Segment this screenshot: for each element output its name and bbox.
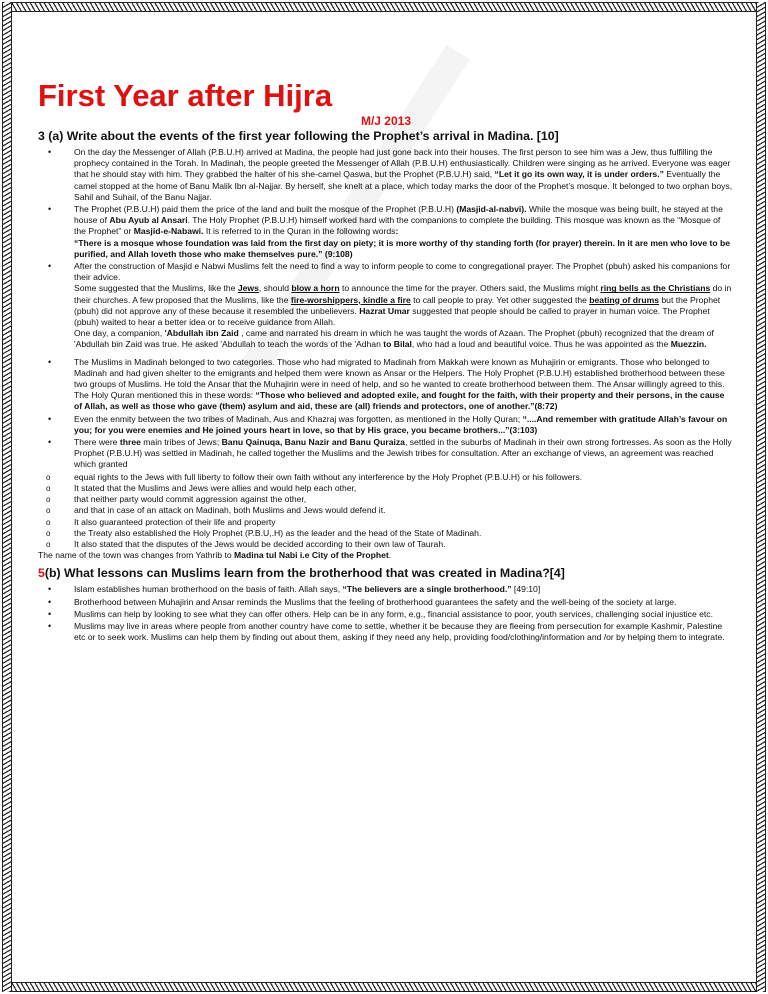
bullet-item	[38, 437, 734, 471]
closing-statement	[38, 550, 734, 561]
text-run: Some suggested that the Muslims, like the	[74, 283, 238, 294]
text-run: [49:10]	[511, 584, 541, 595]
treaty-term-item: o It stated that the Muslims and Jews were allies and would help each other,	[38, 483, 734, 494]
text-run: suggested that people should be called to prayer in human voice. The Prophet (pbuh) waited to hear a better idea or to receive guidance from Allah.	[74, 305, 710, 328]
text-run: “The believers are a single brotherhood.”	[342, 584, 512, 595]
text-run: three	[119, 437, 141, 448]
text-run: fire-worshippers, kindle a fire	[290, 294, 411, 305]
text-run: Jews	[237, 283, 259, 294]
text-run: While the mosque was being built, he stayed at the house of	[74, 204, 723, 226]
treaty-term-item: o and that in case of an attack on Madinah, both Muslims and Jews would defend it.	[38, 505, 734, 516]
bullet-item	[38, 261, 734, 351]
text-run: .	[388, 550, 392, 561]
text-run: Muslims may live in areas where people from another country have come to settle, whether it be because they are fleeing from persecution for example Kashmir, Palestine etc or to seek work. Muslims can help them by finding out about them, asking if they need any help, providing food/clothing/information and /or by helping them to integrate.	[74, 620, 725, 643]
bullet-item	[38, 204, 734, 260]
text-run: Brotherhood between Muhajirin and Ansar reminds the Muslims that the feeling of brotherhood guarantees the safety and the well-being of the society at large.	[74, 596, 677, 607]
text-run: to Bilal	[383, 339, 412, 350]
text-run: but the Prophet (pbuh) did not approve any of these because it resembled the unbelievers.	[74, 294, 721, 316]
text-run: , who had a loud and beautiful voice. Thus he was appointed as the	[411, 339, 671, 350]
text-run: Banu Qainuqa, Banu Nazir and Banu Quraiza	[221, 437, 405, 448]
treaty-term-item: o It also guaranteed protection of their life and property	[38, 517, 734, 528]
text-run: beating of drums	[589, 294, 659, 305]
treaty-term-item: o that neither party would commit aggression against the other,	[38, 494, 734, 505]
text-run: On the day the Messenger of Allah (P.B.U.H) arrived at Madina, the people had just gone back into their houses. The first person to see him was a Jew, thus fulfilling the prophecy contained in the Torah. In Madinah, the people greeted the Messenger of Allah (P.B.U.H) enthusiastically. Children were singing as he arrived. Everyone was eager that he should stay with him. They grabbed the halter of his she-camel Qaswa, but the Prophet (P.B.U.H) said,	[74, 147, 731, 180]
text-run: Abu Ayub al Ansari	[109, 215, 188, 226]
question-2-number: (b)	[44, 566, 61, 581]
text-run: Muslims can help by looking to see what they can offer others. Help can be in any form, e.g., financial assistance to poor, youth services, challenging social injustice etc.	[74, 608, 713, 619]
question-1-number: 3 (a)	[38, 129, 64, 143]
treaty-term-item: o It also stated that the disputes of the Jews would be decided according to their own law of Taurah.	[38, 539, 734, 550]
text-run: main tribes of Jews;	[140, 437, 222, 448]
text-run: do in their churches. A few proposed that the Muslims, like the	[74, 283, 732, 305]
text-run: to call people to pray. Yet other suggested the	[410, 294, 590, 305]
text-run: to announce the time for the prayer. Others said, the Muslims might	[339, 283, 601, 294]
text-run: Masjid-e-Nabawi.	[133, 226, 204, 237]
text-run: , settled in the suburbs of Madinah in their own strong fortresses. As soon as the Holly Prophet (P.B.U.H) was settled in Madinah, he called together the Muslims and the Jewish tribes for consultation. After an exchange of views, an agreement was reached which granted	[74, 437, 732, 470]
text-run: . The Holy Prophet (P.B.U.H) himself worked hard with the companions to complete the building. This mosque was known as the “Mosque of the Prophet” or	[74, 215, 721, 237]
text-run: , should	[258, 283, 292, 294]
text-run: blow a horn	[291, 283, 340, 294]
text-run: The name of the town was changes from Yathrib to	[38, 550, 235, 561]
treaty-term-item: o equal rights to the Jews with full liberty to follow their own faith without any interference by the Holy Prophet (P.B.U.H) or his followers.	[38, 472, 734, 483]
question-2-bullet-list	[38, 584, 734, 643]
text-run: Even the enmity between the two tribes of Madinah, Aus and Khazraj was forgotten, as mentioned in the Holly Quran;	[74, 413, 523, 424]
bullet-item	[38, 609, 734, 620]
bullet-item	[38, 414, 734, 436]
text-run: 'Abdullah ibn Zaid	[164, 328, 239, 339]
text-run: One day, a companion,	[74, 328, 165, 339]
treaty-terms-list	[38, 472, 734, 550]
bullet-item	[38, 597, 734, 608]
bullet-item	[38, 621, 734, 643]
text-run: ring bells as the Christians	[600, 283, 711, 294]
text-run: “There is a mosque whose foundation was laid from the first day on piety; it is more worthy of thy standing forth (for prayer) therein. In it are men who love to be purified, and Allah loveth those who make themselves pure.” (9:108)	[74, 237, 731, 259]
bullet-item	[38, 147, 734, 203]
question-1-heading	[38, 129, 734, 144]
question-2-number-digit: 5	[38, 566, 45, 581]
text-run: (Masjid-al-nabvi).	[456, 204, 527, 215]
page-title: First Year after Hijra	[38, 78, 333, 113]
treaty-term-item: o the Treaty also established the Holy Prophet (P.B.U,.H) as the leader and the head of the State of Madinah.	[38, 528, 734, 539]
text-run: After the construction of Masjid e Nabwi Muslims felt the need to find a way to inform people to come to congregational prayer. The Prophet (pbuh) asked his companions for their advice.	[74, 261, 731, 283]
text-run: :	[395, 226, 399, 237]
text-run: Madina tul Nabi i.e City of the Prophet	[234, 550, 389, 561]
text-run: “....And remember with gratitude Allah’s favour on you; for you were enemies and He joined yours heart in love, so that by His grace, you became brothers...”(3:103)	[74, 413, 728, 435]
page-border-top	[2, 2, 766, 12]
text-run: The Prophet (P.B.U.H) paid them the price of the land and built the mosque of the Prophet (P.B.U.H)	[74, 204, 457, 215]
text-run: “Let it go its own way, it is under orders.”	[494, 169, 664, 180]
text-run: , came and narrated his dream in which he was taught the words of Azaan. The Prophet (pbuh) recognized that the dream of 'Abdullah bin Zaid was true. He asked 'Abdullah to teach the words of the 'Adhan	[74, 328, 714, 350]
bullet-item	[38, 584, 734, 595]
text-run: Eventually the camel stopped at the home of Banu Malik Ibn al-Najjar. By herself, she knelt at a place, which today marks the door of the Prophet’s mosque. It belonged to two orphan boys, Sahil and Suhail, of the Banu Najjar.	[74, 169, 733, 202]
text-run: The Muslims in Madinah belonged to two categories. Those who had migrated to Madinah from Makkah were known as Muhajirin or emigrants. Those who belonged to Madinah and had given shelter to the emigrants and helped them were known as Ansar or the Helpers. The Holy Prophet (P.B.U.H) established brotherhood between these two groups of Muslims. He told the Ansar that the Muhajirin were in need of help, and so he wanted to create brotherhood between them. The Ansar willingly agreed to this. The Holy Quran mentioned this in these words:	[74, 356, 725, 401]
text-run: Islam establishes human brotherhood on the basis of faith. Allah says,	[74, 584, 343, 595]
text-run: There were	[74, 437, 120, 448]
text-run: “Those who believed and adopted exile, and fought for the faith, with their property and their persons, in the cause of Allah, as well as those who gave (them) asylum and aid, these are (all) friends and protectors, one of another.”(8:72)	[74, 390, 725, 412]
text-run: Hazrat Umar	[359, 305, 410, 316]
question-2-heading	[38, 566, 734, 581]
question-1-text: Write about the events of the first year following the Prophet’s arrival in Madina. [10]	[66, 129, 559, 143]
question-2-text: What lessons can Muslims learn from the brotherhood that was created in Madina?[4]	[63, 566, 565, 581]
text-run: Muezzin.	[670, 339, 707, 350]
bullet-item	[38, 357, 734, 413]
question-1-bullet-list	[38, 147, 734, 471]
page-border-bottom	[2, 982, 766, 992]
document-body	[38, 80, 734, 644]
exam-code: M/J 2013	[360, 114, 412, 128]
text-run: It is referred to in the Quran in the following words	[203, 226, 396, 237]
page-border-left	[2, 2, 12, 992]
page-border-right	[756, 2, 766, 992]
